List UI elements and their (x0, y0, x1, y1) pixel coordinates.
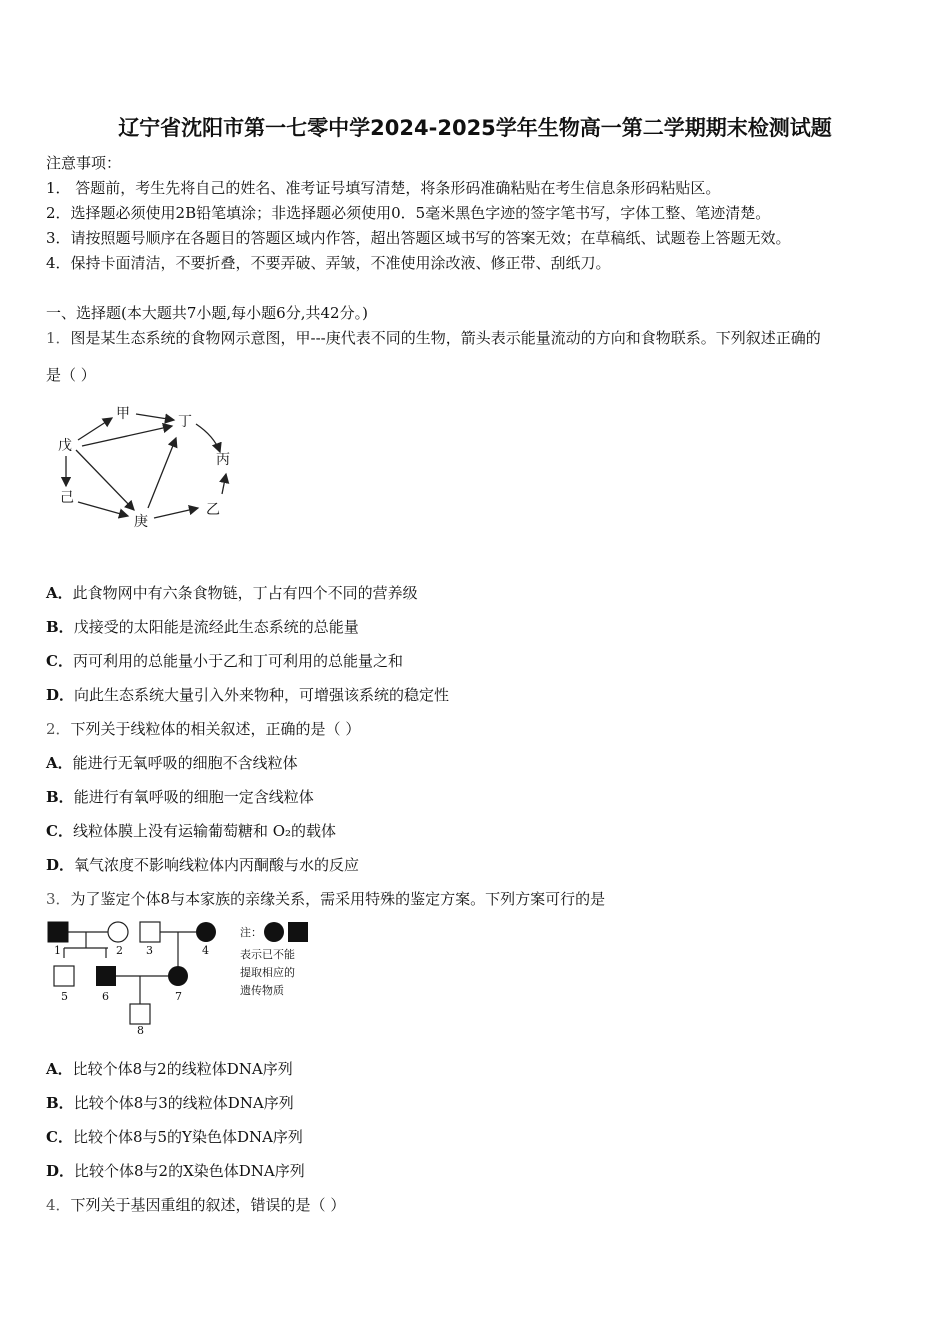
notice-item-1: 1． 答题前，考生先将自己的姓名、准考证号填写清楚，将条形码准确粘贴在考生信息条形码粘贴区。 (46, 179, 721, 197)
individual-6 (96, 966, 116, 986)
arrow-jia-ding (136, 414, 174, 420)
q2-option-c[interactable]: C．线粒体膜上没有运输葡萄糖和 O₂的载体 (46, 822, 337, 840)
page-title: 辽宁省沈阳市第一七零中学2024-2025学年生物高一第二学期期末检测试题 (118, 116, 832, 140)
svg-text:提取相应的: 提取相应的 (240, 966, 295, 979)
arrow-yi-bing (222, 474, 226, 494)
arrow-wu-geng (76, 450, 134, 510)
section-heading: 一、选择题(本大题共7小题,每小题6分,共42分。) (46, 304, 368, 322)
q1-option-d[interactable]: D．向此生态系统大量引入外来物种，可增强该系统的稳定性 (46, 686, 450, 704)
question-text: 下列关于基因重组的叙述，错误的是（ ） (70, 1196, 346, 1214)
notice-heading: 注意事项： (46, 154, 122, 172)
node-yi: 乙 (206, 502, 220, 518)
label-1: 1 (54, 944, 61, 957)
question-4 (46, 1194, 345, 1215)
node-geng: 庚 (134, 514, 148, 530)
node-ji: 己 (60, 490, 74, 506)
arrow-ji-geng (78, 502, 128, 516)
notice-item-4: 4．保持卡面清洁，不要折叠，不要弄破、弄皱，不准使用涂改液、修正带、刮纸刀。 (46, 254, 611, 272)
individual-3 (140, 922, 160, 942)
notice-item-2: 2．选择题必须使用2B铅笔填涂；非选择题必须使用0．5毫米黑色字迹的签字笔书写，字体工整、笔迹清楚。 (46, 204, 771, 222)
q1-option-c[interactable]: C．丙可利用的总能量小于乙和丁可利用的总能量之和 (46, 652, 403, 670)
individual-4 (196, 922, 216, 942)
svg-text:表示已不能: 表示已不能 (240, 948, 295, 961)
label-3: 3 (146, 944, 153, 957)
arrow-geng-ding (148, 438, 176, 508)
question-1-continued: 是（ ） (46, 366, 96, 384)
q1-option-a[interactable]: A．此食物网中有六条食物链，丁占有四个不同的营养级 (46, 584, 418, 602)
question-3 (46, 888, 605, 909)
food-web-diagram (46, 398, 256, 538)
label-2: 2 (116, 944, 123, 957)
arrow-ding-bing (196, 424, 220, 452)
q2-option-d[interactable]: D．氧气浓度不影响线粒体内丙酮酸与水的反应 (46, 856, 360, 874)
q3-option-a[interactable]: A．比较个体8与2的线粒体DNA序列 (46, 1060, 293, 1078)
node-ding: 丁 (178, 414, 192, 430)
question-number: 3． (46, 890, 71, 908)
q3-option-b[interactable]: B．比较个体8与3的线粒体DNA序列 (46, 1094, 294, 1112)
label-8: 8 (137, 1024, 144, 1037)
pedigree-diagram (44, 918, 324, 1040)
label-5: 5 (61, 990, 68, 1003)
question-number: 4． (46, 1196, 71, 1214)
question-1 (46, 327, 821, 348)
svg-text:注：: 注： (240, 926, 262, 939)
q2-option-b[interactable]: B．能进行有氧呼吸的细胞一定含线粒体 (46, 788, 314, 806)
arrow-wu-jia (78, 418, 112, 440)
node-jia: 甲 (116, 406, 130, 422)
label-4: 4 (202, 944, 209, 957)
individual-5 (54, 966, 74, 986)
q1-option-b[interactable]: B．戊接受的太阳能是流经此生态系统的总能量 (46, 618, 359, 636)
q3-option-d[interactable]: D．比较个体8与2的X染色体DNA序列 (46, 1162, 305, 1180)
notice-item-3: 3．请按照题号顺序在各题目的答题区域内作答，超出答题区域书写的答案无效；在草稿纸、试题卷上答题无效。 (46, 229, 791, 247)
arrow-geng-yi (154, 508, 198, 518)
individual-2 (108, 922, 128, 942)
q3-option-c[interactable]: C．比较个体8与5的Y染色体DNA序列 (46, 1128, 303, 1146)
label-7: 7 (175, 990, 182, 1003)
individual-7 (168, 966, 188, 986)
node-wu: 戊 (58, 438, 72, 454)
individual-8 (130, 1004, 150, 1024)
q2-option-a[interactable]: A．能进行无氧呼吸的细胞不含线粒体 (46, 754, 298, 772)
svg-text:遗传物质: 遗传物质 (240, 984, 284, 997)
node-bing: 丙 (216, 452, 230, 468)
question-text: 为了鉴定个体8与本家族的亲缘关系，需采用特殊的鉴定方案。下列方案可行的是 (70, 890, 606, 908)
pedigree-legend (240, 922, 308, 997)
question-number: 1． (46, 329, 71, 347)
question-number: 2． (46, 720, 71, 738)
individual-1 (48, 922, 68, 942)
question-2 (46, 718, 360, 739)
label-6: 6 (102, 990, 109, 1003)
question-text: 图是某生态系统的食物网示意图，甲---庚代表不同的生物，箭头表示能量流动的方向和食物联系。下列叙述正确的 (70, 329, 821, 347)
question-text: 下列关于线粒体的相关叙述，正确的是（ ） (70, 720, 361, 738)
